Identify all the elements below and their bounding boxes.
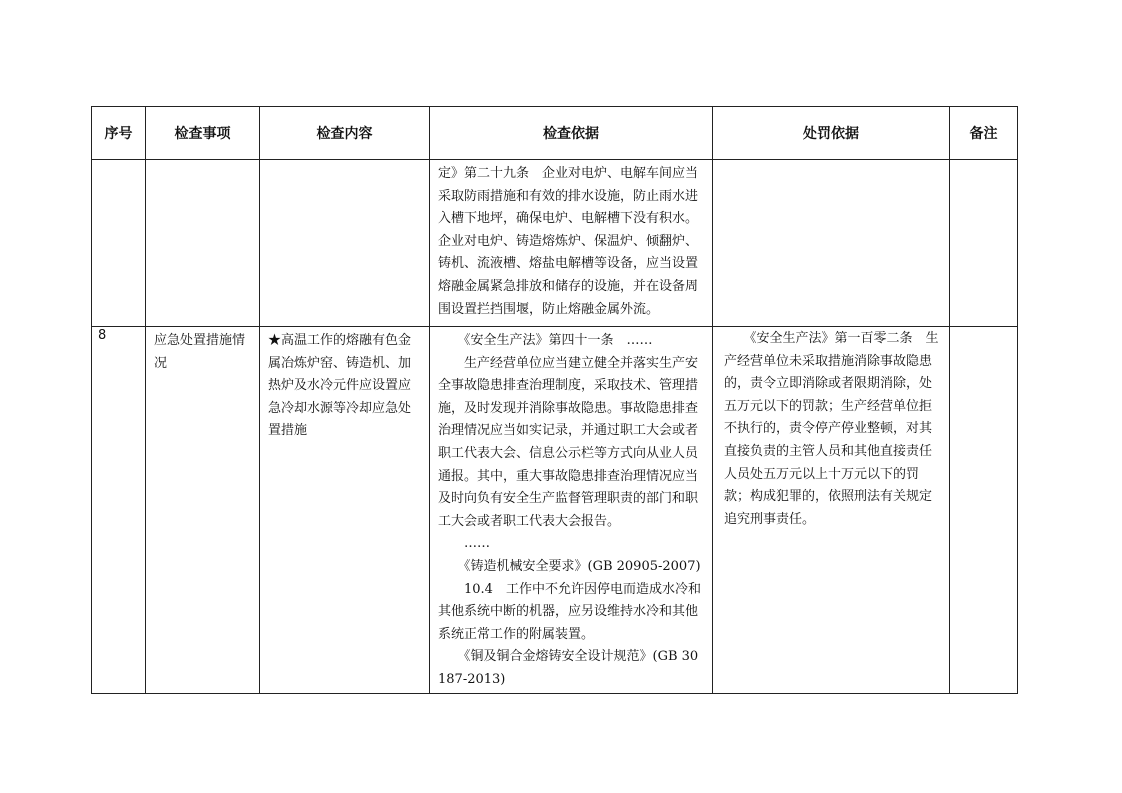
row-basis-text: 定》第二十九条 企业对电炉、电解车间应当采取防雨措施和有效的排水设施，防止雨水进入槽下地坪，确保电炉、电解槽下没有积水。企业对电炉、铸造熔炼炉、保温炉、倾翻炉、铸机、流液槽、熔盐电解槽等设备，应当设置熔融金属紧急排放和储存的设施，并在设备周围设置拦挡围堰，防止熔融金属外流。 <box>438 166 699 317</box>
row-penalty-cell <box>713 160 950 327</box>
table-header-row <box>92 107 1018 160</box>
header-penalty: 处罚依据 <box>713 107 950 160</box>
row-content-cell <box>260 160 430 327</box>
row-item-text <box>147 161 258 163</box>
row-content-text <box>261 161 428 163</box>
row-remark-cell <box>950 327 1018 694</box>
header-basis: 检查依据 <box>430 107 713 160</box>
table-row <box>92 160 1018 327</box>
row-penalty-text: 《安全生产法》第一百零二条 生产经营单位未采取措施消除事故隐患的，责令立即消除或者限期消除，处五万元以下的罚款；生产经营单位拒不执行的，责令停产停业整顿，对其直接负责的主管人员和其他直接责任人员处五万元以上十万元以下的罚款；构成犯罪的，依照刑法有关规定追究刑事责任。 <box>724 331 939 527</box>
row-item-cell <box>146 327 260 694</box>
row-seq-cell: 8 <box>92 327 146 694</box>
row-basis-cell <box>430 327 713 694</box>
header-item: 检查事项 <box>146 107 260 160</box>
row-item-cell <box>146 160 260 327</box>
table-row <box>92 327 1018 694</box>
row-seq-cell <box>92 160 146 327</box>
row-basis-text: 《安全生产法》第四十一条 …… 生产经营单位应当建立健全并落实生产安全事故隐患排查治理制度，采取技术、管理措施，及时发现并消除事故隐患。事故隐患排查治理情况应当如实记录，并通过职工大会或者职工代表大会、信息公示栏等方式向从业人员通报。其中，重大事故隐患排查治理情况应当及时向负有安全生产监督管理职责的部门和职工大会或者职工代表大会报告。 …… 《铸造机械安全要求》(GB 20905-2007) 10.4 工作中不允许因停电而造成水冷和其他系统中断的机器，应另设维持水冷和其他系统正常工作的附属装置。 《铜及铜合金熔铸安全设计规范》(GB 30187-2013) <box>438 333 701 687</box>
row-basis-cell <box>430 160 713 327</box>
row-penalty-cell <box>713 327 950 694</box>
row-content-cell <box>260 327 430 694</box>
header-seq: 序号 <box>92 107 146 160</box>
row-item-text: 应急处置措施情况 <box>154 333 246 371</box>
row-content-text: ★高温工作的熔融有色金属冶炼炉窑、铸造机、加热炉及水冷元件应设置应急冷却水源等冷却应急处置措施 <box>268 333 412 439</box>
header-content: 检查内容 <box>260 107 430 160</box>
header-remark: 备注 <box>950 107 1018 160</box>
inspection-table <box>91 106 1018 694</box>
row-remark-cell <box>950 160 1018 327</box>
